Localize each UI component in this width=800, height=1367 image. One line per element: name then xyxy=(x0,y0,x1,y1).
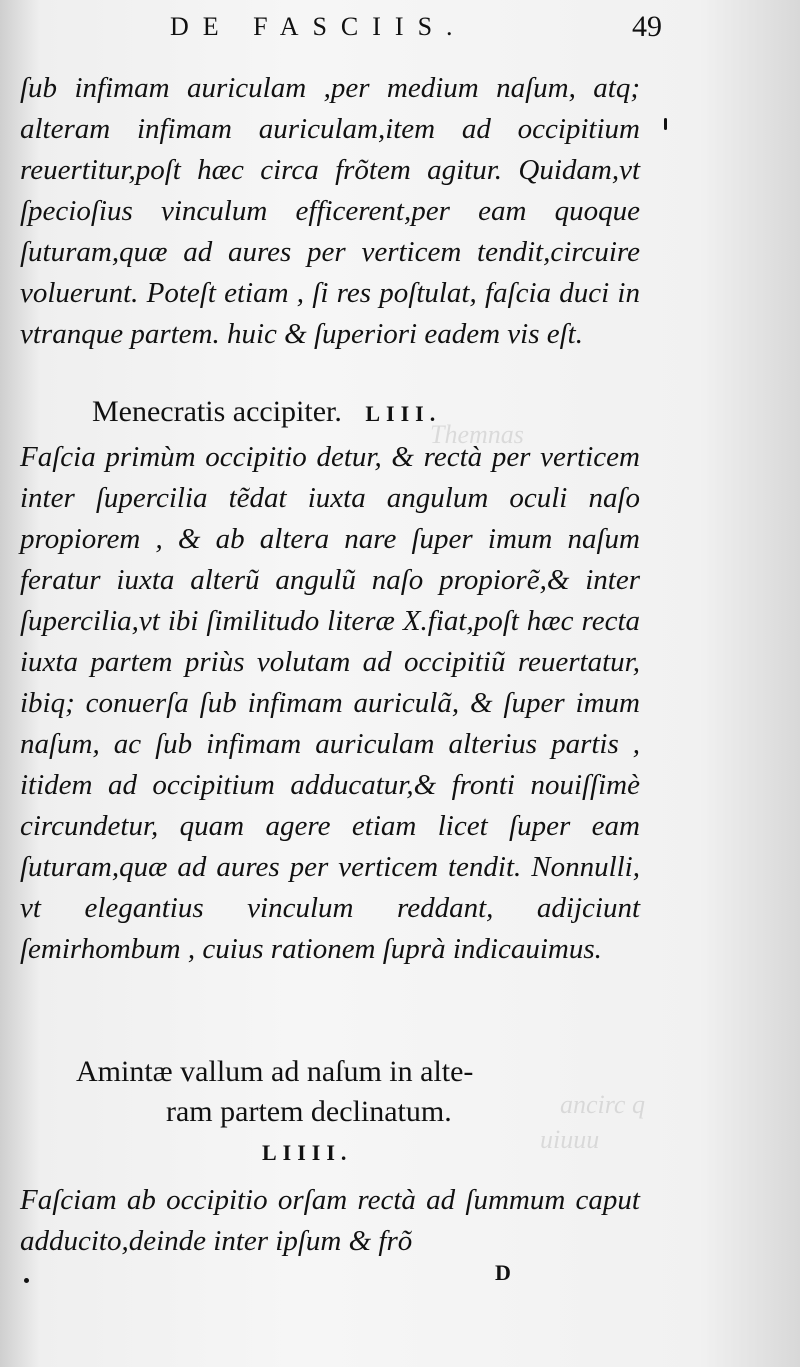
section-heading-54 xyxy=(76,1052,636,1132)
section-number: LIII. xyxy=(365,401,442,426)
paragraph-amintae: Faſciam ab occipitio orſam rectà ad ſummum caput adducito,deinde inter ipſum & frõ xyxy=(20,1184,640,1257)
show-through-text: ancirc q xyxy=(560,1090,645,1119)
section-title-line-2: ram partem declinatum. xyxy=(166,1095,452,1128)
show-through-text: uiuuu xyxy=(540,1125,600,1154)
running-head: DE FASCIIS. xyxy=(170,12,467,41)
paragraph-continuation: ſub infimam auriculam ,per medium naſum, atq; alteram infimam auriculam,item ad occipitium reuertitur,poſt hæc circa frõtem agitur. Quidam,vt ſpecioſius vinculum efficerent,per eam quoque ſuturam,quæ ad aures per verticem tendit,circuire voluerunt. Poteſt etiam , ſi res poſtulat, faſcia duci in vtranque partem. huic & ſuperiori eadem vis eſt. xyxy=(20,72,640,350)
section-heading-53 xyxy=(92,392,632,434)
paragraph-menecratis: Faſcia primùm occipitio detur, & rectà per verticem inter ſupercilia tẽdat iuxta angulum oculi naſo propiorem , & ab altera nare ſuper imum naſum feratur iuxta alterũ angulũ naſo propiorẽ,& inter ſupercilia,vt ibi ſimilitudo literæ X.fiat,poſt hæc recta iuxta partem priùs volutam ad occipitiũ reuertatur, ibiq; conuerſa ſub infimam auriculã, & ſuper imum naſum, ac ſub infimam auriculam alterius partis , itidem ad occipitium adducatur,& fronti nouiſſimè circundetur, quam agere etiam licet ſuper eam ſuturam,quæ ad aures per verticem tendit. Nonnulli, vt elegantius vinculum reddant, adijciunt ſemirhombum , cuius rationem ſuprà indicauimus. xyxy=(20,441,640,965)
section-title-line-1: Amintæ vallum ad naſum in alte- xyxy=(76,1055,474,1088)
ink-spot xyxy=(24,1278,29,1283)
ink-spot xyxy=(664,118,667,130)
show-through-text: Themnas xyxy=(430,420,524,449)
section-number-54 xyxy=(262,1140,462,1166)
section-title: Menecratis accipiter. xyxy=(92,395,342,428)
signature-mark: D xyxy=(495,1260,511,1285)
section-number: LIIII. xyxy=(262,1140,353,1165)
page-number: 49 xyxy=(632,10,662,43)
